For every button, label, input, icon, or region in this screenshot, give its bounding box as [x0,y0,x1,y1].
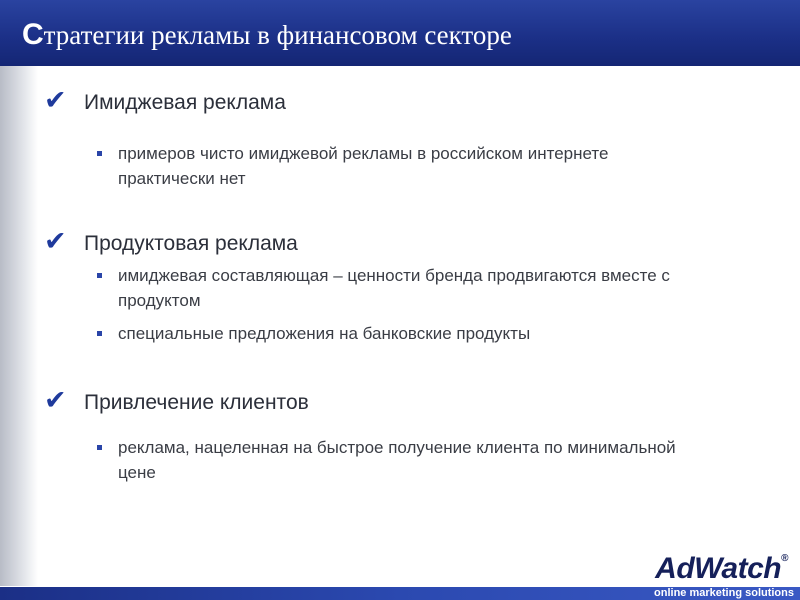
bullet-line: специальные предложения на банковские продукты [118,324,531,343]
logo-registered-mark: ® [781,553,788,564]
bullet-text [118,263,738,313]
logo-text: AdWatch [655,552,782,585]
bullet-line: практически нет [118,169,246,188]
bullet-line: примеров чисто имиджевой рекламы в российском интернете [118,144,609,163]
bullet-line: реклама, нацеленная на быстрое получение клиента по минимальной [118,438,676,457]
section-heading: Продуктовая реклама [84,232,298,255]
title-text: тратегии рекламы в финансовом секторе [43,20,512,50]
checkmark-icon: ✔ [44,226,67,256]
logo-tagline: online marketing solutions [654,587,794,599]
square-bullet-icon [97,151,102,156]
checkmark-icon: ✔ [44,85,67,115]
square-bullet-icon [97,331,102,336]
adwatch-logo [655,554,788,584]
bullet-line: цене [118,463,156,482]
checkmark-icon: ✔ [44,385,67,415]
bullet-text [118,435,738,485]
square-bullet-icon [97,445,102,450]
bullet-line: имиджевая составляющая – ценности бренда продвигаются вместе с [118,266,670,285]
section-heading: Имиджевая реклама [84,91,286,114]
square-bullet-icon [97,273,102,278]
section-heading: Привлечение клиентов [84,391,309,414]
bullet-text [118,321,738,346]
title-initial: С [22,18,44,51]
bullet-line: продуктом [118,291,201,310]
bullet-text [118,141,738,191]
